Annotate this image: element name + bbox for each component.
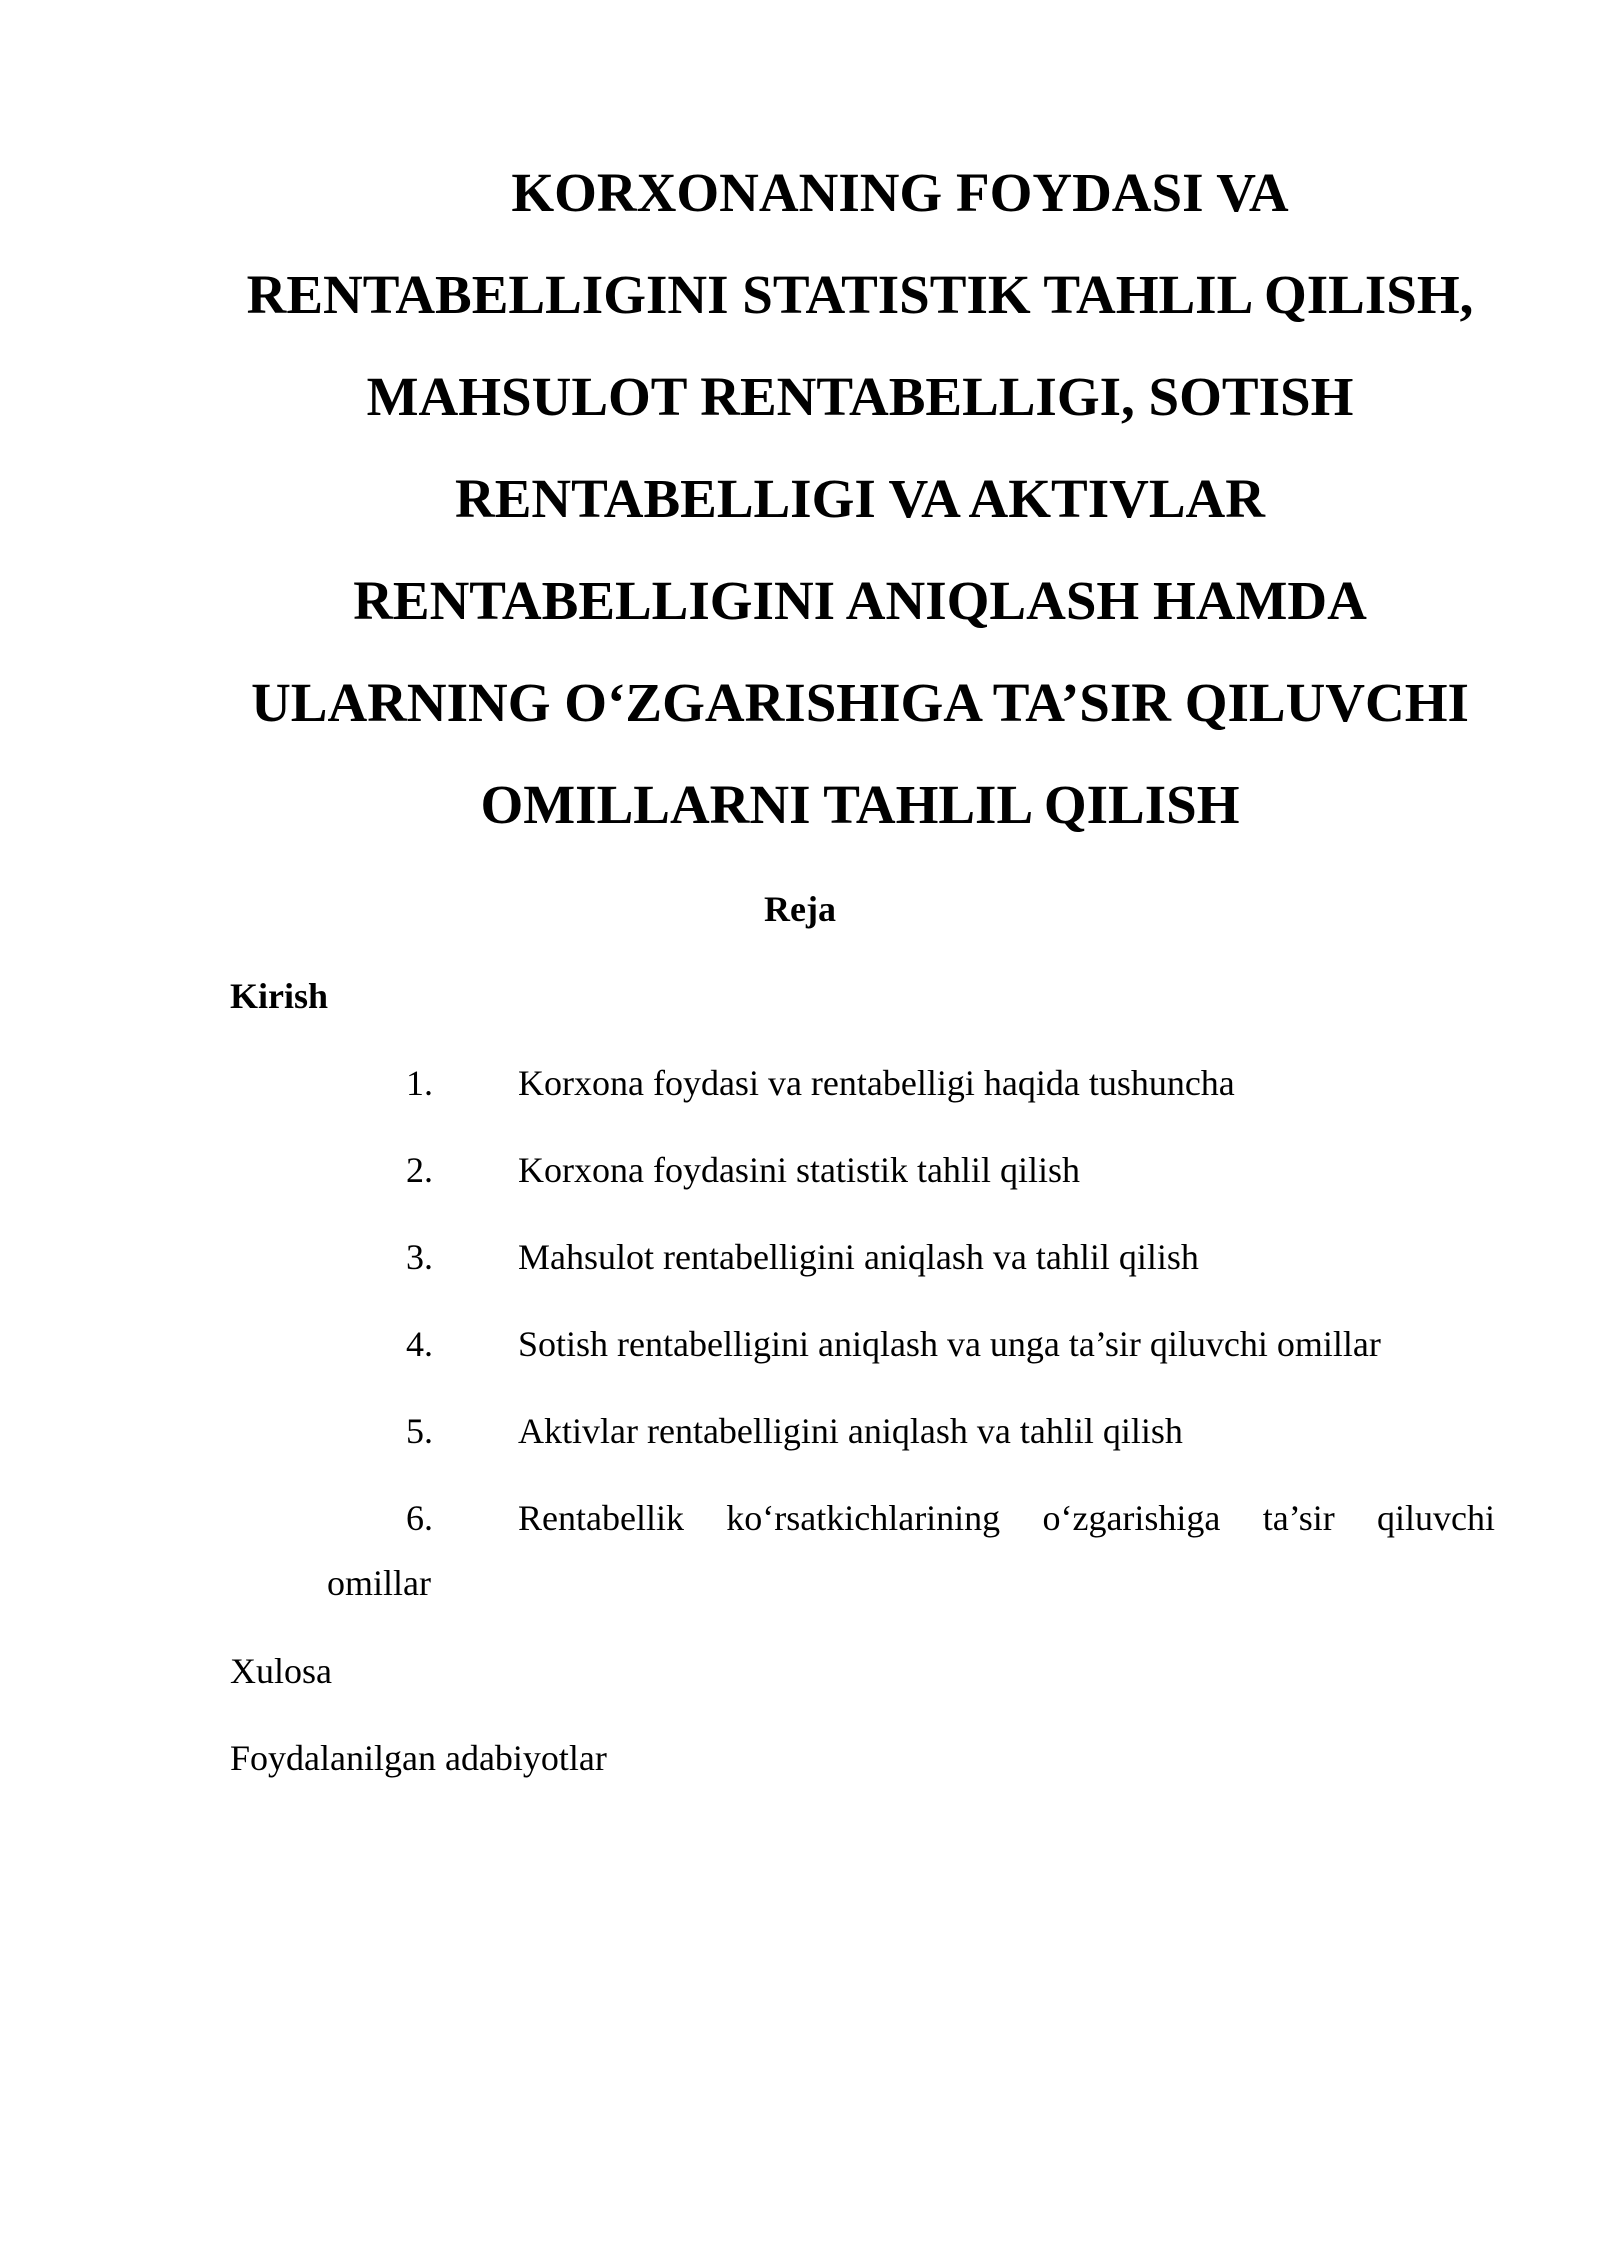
- plan-item-continuation: omillar: [327, 1563, 431, 1603]
- plan-item-number: 4.: [406, 1324, 433, 1364]
- plan-item-text: Korxona foydasi va rentabelligi haqida tushuncha: [518, 1063, 1235, 1103]
- references-label: Foydalanilgan adabiyotlar: [230, 1738, 607, 1778]
- plan-item-text: Mahsulot rentabelligini aniqlash va tahlil qilish: [518, 1237, 1199, 1277]
- plan-item-text: Sotish rentabelligini aniqlash va unga ta’sir qiluvchi omillar: [518, 1324, 1381, 1364]
- plan-heading: Reja: [764, 889, 836, 929]
- plan-item-number: 3.: [406, 1237, 433, 1277]
- plan-item-number: 2.: [406, 1150, 433, 1190]
- plan-item-number: 6.: [406, 1498, 433, 1538]
- document-title: KORXONANING FOYDASI VA RENTABELLIGINI STATISTIK TAHLIL QILISH, MAHSULOT RENTABELLIGI, SOTISH RENTABELLIGI VA AKTIVLAR RENTABELLIGINI ANIQLASH HAMDA ULARNING O‘ZGARISHIGA TA’SIR QILUVCHI OMILLARNI TAHLIL QILISH: [246, 162, 1474, 835]
- plan-item-text: Korxona foydasini statistik tahlil qilish: [518, 1150, 1080, 1190]
- plan-item-text: Rentabellik ko‘rsatkichlarining o‘zgarishiga ta’sir qiluvchi: [518, 1498, 1495, 1538]
- conclusion-label: Xulosa: [230, 1651, 332, 1691]
- plan-item-number: 5.: [406, 1411, 433, 1451]
- intro-heading: Kirish: [230, 976, 329, 1016]
- plan-item-number: 1.: [406, 1063, 433, 1103]
- plan-item-text: Aktivlar rentabelligini aniqlash va tahlil qilish: [518, 1411, 1183, 1451]
